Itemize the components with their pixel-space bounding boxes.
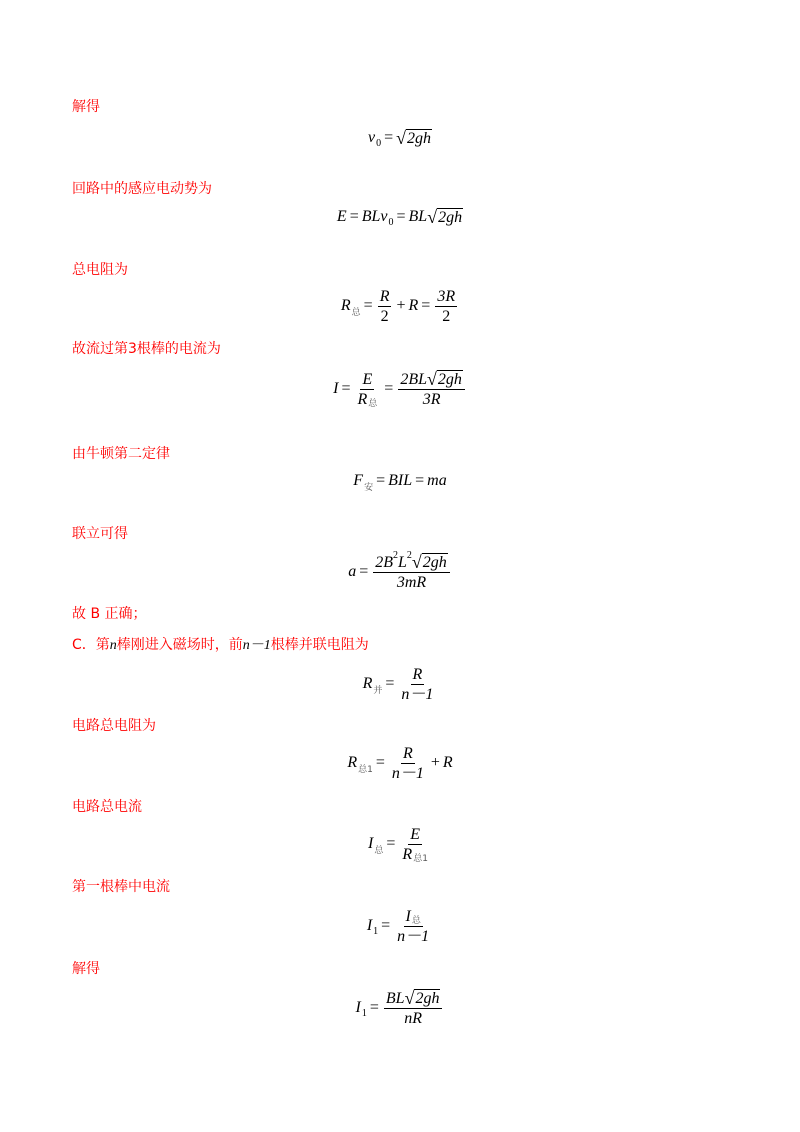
equation-acceleration: a = 2B 2 L 2 √ 2gh 3mR bbox=[0, 549, 800, 595]
equation-emf: E = BLv 0 = BL √ 2gh bbox=[336, 207, 463, 228]
equation-i1: I 1 = I 总 n－1 bbox=[366, 907, 430, 945]
text-option-c: C．第n棒刚进入磁场时，前n－1根棒并联电阻为 bbox=[72, 637, 369, 653]
equation-r-total: R 总 = $\frac{R}{2}$ + R = $\frac{3R}{2}$ bbox=[340, 287, 456, 325]
equation-r-parallel: R 并 = $\frac{R}{n-1}$ bbox=[362, 665, 434, 703]
text-current-third-rod: 故流过第3根棒的电流为 bbox=[72, 341, 221, 357]
text-induced-emf: 回路中的感应电动势为 bbox=[72, 181, 212, 197]
text-combine: 联立可得 bbox=[72, 526, 128, 542]
text-circuit-total-current: 电路总电流 bbox=[72, 799, 142, 815]
text-circuit-total-resistance: 电路总电阻为 bbox=[72, 718, 156, 734]
text-first-rod-current: 第一根棒中电流 bbox=[72, 879, 170, 895]
equation-force: F 安 = BIL = ma bbox=[353, 472, 447, 493]
text-b-correct: 故 B 正确； bbox=[72, 606, 147, 622]
equation-v0: v 0 = √ 2gh bbox=[367, 128, 432, 149]
equation-current: I = E R 总 = 2BL √ 2gh 3R bbox=[0, 366, 800, 412]
text-jiede-1: 解得 bbox=[72, 99, 100, 115]
text-jiede-2: 解得 bbox=[72, 961, 100, 977]
equation-i-total: I 总 = E R 总1 bbox=[368, 825, 428, 864]
equation-r-total1: R 总1 = $\frac{R}{n-1}$ + R bbox=[347, 744, 453, 782]
text-total-resistance: 总电阻为 bbox=[72, 262, 128, 278]
text-newton-second-law: 由牛顿第二定律 bbox=[72, 446, 170, 462]
equation-i1-result: I 1 = BL √ 2gh nR bbox=[0, 984, 800, 1032]
